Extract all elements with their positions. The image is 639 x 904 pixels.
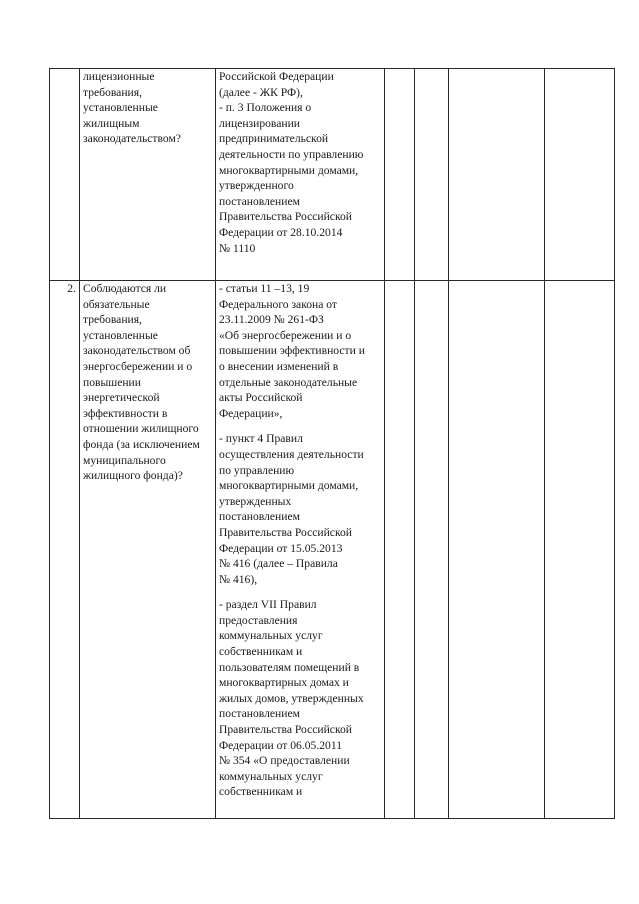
- requirement-cell: [80, 69, 216, 281]
- row-number-cell: [50, 69, 80, 281]
- empty-cell: [415, 69, 449, 281]
- table-row: [50, 281, 615, 819]
- requirement-text: Соблюдаются ли обязательные требования, установленные законодательством об энергосбережении и о повышении энергетической эффективности в отношении жилищного фонда (за исключением муниципального жилищного фонда)?: [83, 282, 200, 483]
- table-row: [50, 69, 615, 281]
- empty-cell: [449, 281, 545, 819]
- empty-cell: [449, 69, 545, 281]
- legal-refs-cell: [216, 281, 385, 819]
- empty-cell: [415, 281, 449, 819]
- row-number: 2.: [67, 282, 76, 295]
- empty-cell: [545, 69, 615, 281]
- checklist-table: [49, 68, 615, 819]
- legal-ref-text: Российской Федерации (далее - ЖК РФ), - п. 3 Положения о лицензировании предпринимательской деятельности по управлению многоквартирными домами, утвержденного постановлением Правительства Российской Федерации от 28.10.2014 № 1110: [219, 70, 364, 255]
- legal-refs-cell: [216, 69, 385, 281]
- paragraph-gap: [219, 587, 381, 597]
- empty-cell: [385, 69, 415, 281]
- empty-cell: [385, 281, 415, 819]
- row-number-cell: [50, 281, 80, 819]
- requirement-text: лицензионные требования, установленные жилищным законодательством?: [83, 70, 181, 146]
- paragraph-gap: [219, 421, 381, 431]
- legal-ref-text: - пункт 4 Правил осуществления деятельности по управлению многоквартирными домами, утвержденных постановлением Правительства Российской Федерации от 15.05.2013 № 416 (далее – Правила № 416),: [219, 432, 364, 586]
- legal-ref-text: - раздел VII Правил предоставления коммунальных услуг собственникам и пользователям помещений в многоквартирных домах и жилых домов, утвержденных постановлением Правительства Российской Федерации от 06.05.2011 № 354 «О предоставлении коммунальных услуг собственникам и: [219, 598, 364, 799]
- legal-ref-text: - статьи 11 –13, 19 Федерального закона от 23.11.2009 № 261-ФЗ «Об энергосбережении и о повышении эффективности и о внесении изменений в отдельные законодательные акты Российской Федерации»,: [219, 282, 365, 420]
- requirement-cell: [80, 281, 216, 819]
- empty-cell: [545, 281, 615, 819]
